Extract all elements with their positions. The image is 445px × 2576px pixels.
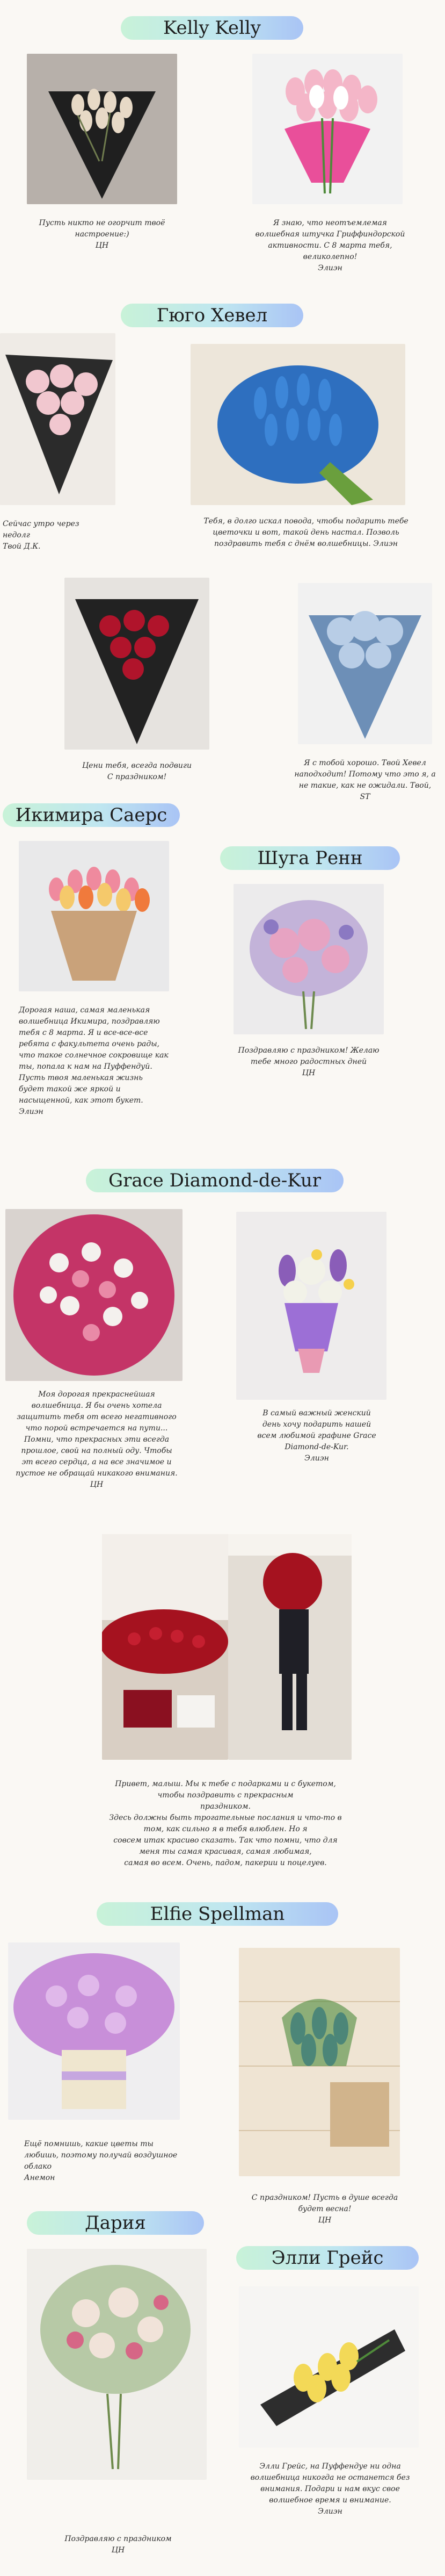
name-banner-kelly bbox=[121, 16, 303, 40]
banner-title: Гюго Хевел bbox=[156, 305, 268, 326]
banner-title: Элли Грейс bbox=[271, 2247, 384, 2269]
bouquet-photo bbox=[0, 333, 115, 505]
greeting-caption: Моя дорогая прекраснейшая волшебница. Я бы очень хотела защитить тебя от всего негативного что порой встречается на пути... Помни, что прекрасных эти всегда прошлое, свой на полный оду. Чтобы эт всего сердца, а на все значимое и пустое не обращай никакого внимания. ЦН bbox=[16, 1390, 178, 1489]
greeting-caption: Элли Грейс, на Пуффендуе ни одна волшебница никогда не останется без внимания. Подари и нам вкус свое волшебное время и внимание. Элиэн bbox=[250, 2462, 410, 2516]
greeting-caption: Привет, малыш. Мы к тебе с подарками и с букетом, чтобы поздравить с прекрасным праздником. Здесь должны быть трогательные послания и что-то в том, как сильно я в тебя влюблен. Но я совсем итак красиво сказать. Так что помни, что для меня ты самая красивая, самая любимая, самая во всем. Очень, падом, пакерии и поцелуев. bbox=[109, 1780, 342, 1867]
gift-photo bbox=[102, 1534, 228, 1760]
bouquet-photo bbox=[27, 2249, 207, 2480]
name-banner-elfie bbox=[97, 1902, 338, 1926]
bouquet-photo bbox=[239, 1948, 400, 2176]
bouquet-photo bbox=[5, 1209, 183, 1381]
greeting-caption: Поздравляю с праздником ЦН bbox=[64, 2535, 172, 2555]
greeting-caption: В самый важный женский день хочу подарить нашей всем любимой графине Grace Diamond-de-Kur. Элиэн bbox=[257, 1409, 376, 1463]
greeting-caption: С праздником! Пусть в душе всегда будет весна! ЦН bbox=[251, 2193, 398, 2225]
greeting-caption: Я с тобой хорошо. Твой Хевел наподходит! Потому что это я, а не такие, как не ожидали. Твой, ST bbox=[294, 759, 436, 801]
bouquet-photo bbox=[19, 841, 169, 991]
name-banner-elli bbox=[236, 2246, 419, 2270]
bouquet-photo bbox=[239, 2286, 419, 2448]
banner-title: Дария bbox=[85, 2212, 146, 2234]
greeting-caption: Поздравляю с праздником! Желаю тебе много радостных дней ЦН bbox=[238, 1046, 380, 1077]
bouquet-photo bbox=[27, 54, 177, 204]
banner-title: Grace Diamond-de-Kur bbox=[108, 1170, 322, 1191]
name-banner-hugo bbox=[121, 304, 303, 327]
bouquet-photo bbox=[252, 54, 403, 204]
greeting-caption: Сейчас утро через недолг Твой Д.К. bbox=[3, 520, 79, 551]
name-banner-dariya bbox=[27, 2211, 204, 2235]
greeting-caption: Ещё помнишь, какие цветы ты любишь, поэтому получай воздушное облако Анемон bbox=[24, 2140, 178, 2182]
banner-title: Шуга Ренн bbox=[257, 847, 363, 869]
name-banner-suga bbox=[220, 846, 400, 870]
banner-title: Икимира Саерс bbox=[15, 804, 167, 826]
gift-photo bbox=[228, 1534, 352, 1760]
bouquet-photo bbox=[236, 1212, 386, 1400]
name-banner-ikimira bbox=[3, 803, 180, 827]
bouquet-photo bbox=[64, 578, 209, 750]
bouquet-photo bbox=[8, 1942, 180, 2120]
banner-title: Elfie Spellman bbox=[150, 1903, 285, 1925]
greeting-caption: Дорогая наша, самая маленькая волшебница Икимира, поздравляю тебя с 8 марта. Я и все-все-все ребята с факультета очень рады, что такое солнечное сокровище как ты, попала к нам на Пуффендуй. Пусть твоя маленькая жизнь будет такой же яркой и насыщенной, как этот букет. Элиэн bbox=[19, 1006, 169, 1116]
greeting-caption: Тебя, в долго искал повода, чтобы подарить тебе цветочки и вот, такой день настал. Позволь поздравить тебя с днём волшебницы. Элиэн bbox=[203, 517, 408, 548]
greeting-caption: Цени тебя, всегда подвиги С праздником! bbox=[82, 761, 192, 781]
bouquet-photo bbox=[298, 583, 432, 744]
name-banner-grace bbox=[86, 1169, 344, 1192]
bouquet-photo bbox=[191, 344, 405, 505]
banner-title: Kelly Kelly bbox=[163, 17, 261, 39]
greeting-caption: Я знаю, что неотъемлемая волшебная штучка Гриффиндорской активности. С 8 марта тебя, великолепно! Элиэн bbox=[255, 219, 405, 272]
bouquet-photo bbox=[234, 884, 384, 1034]
greeting-caption: Пусть никто не огорчит твоё настроение:) ЦН bbox=[39, 219, 165, 250]
